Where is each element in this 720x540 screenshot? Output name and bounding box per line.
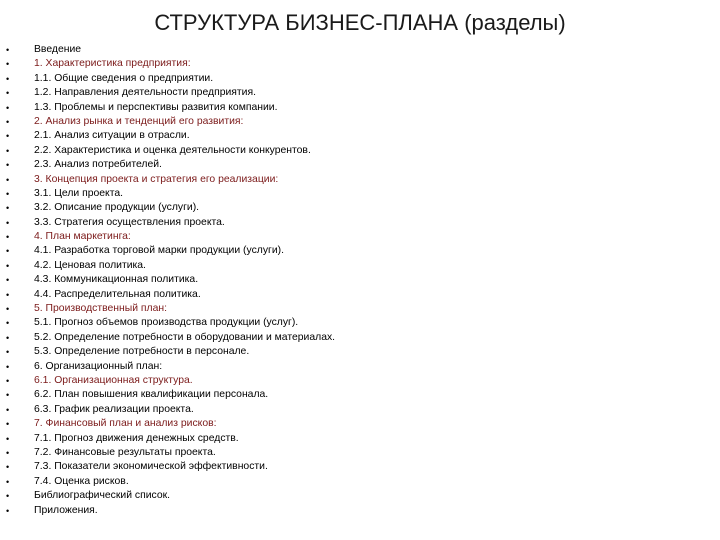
list-item — [0, 144, 720, 158]
list-item-text: 1. Характеристика предприятия: — [34, 58, 191, 70]
list-item — [0, 475, 720, 489]
list-item — [0, 201, 720, 215]
list-item-text: 7.2. Финансовые результаты проекта. — [34, 446, 216, 458]
list-item-text: 7.1. Прогноз движения денежных средств. — [34, 432, 239, 444]
list-item-text: 5.2. Определение потребности в оборудовании и материалах. — [34, 331, 336, 343]
list-item-text: 7. Финансовый план и анализ рисков: — [34, 418, 217, 430]
bullet-icon: • — [6, 45, 10, 55]
bullet-icon: • — [6, 203, 10, 214]
bullet-icon: • — [6, 318, 10, 329]
bullet-icon: • — [6, 361, 10, 372]
list-item — [0, 244, 720, 258]
list-item — [0, 158, 720, 172]
list-item-text: 3.3. Стратегия осуществления проекта. — [34, 216, 225, 228]
list-item-text: 6.1. Организационная структура. — [34, 374, 193, 386]
list-item — [0, 504, 720, 518]
bullet-icon: • — [6, 246, 10, 257]
bullet-icon: • — [6, 419, 10, 430]
slide-title: СТРУКТУРА БИЗНЕС-ПЛАНА (разделы) — [154, 10, 566, 35]
list-item-text: 4.3. Коммуникационная политика. — [34, 274, 199, 286]
bullet-icon: • — [6, 404, 10, 415]
bullet-icon: • — [6, 275, 10, 286]
bullet-icon: • — [6, 232, 10, 243]
list-item-text: Приложения. — [34, 504, 98, 516]
list-item-text: Введение — [34, 44, 82, 55]
section-heading-item — [0, 417, 720, 431]
bullet-icon: • — [6, 462, 10, 473]
list-item-text: 4.1. Разработка торговой марки продукции (услуги). — [34, 245, 284, 257]
list-item-text: 6.3. График реализации проекта. — [34, 403, 194, 415]
list-item — [0, 187, 720, 201]
list-item — [0, 288, 720, 302]
list-item — [0, 360, 720, 374]
list-item-text: 4.2. Ценовая политика. — [34, 259, 146, 271]
bullet-icon: • — [6, 188, 10, 199]
bullet-icon: • — [6, 433, 10, 444]
list-item-text: 3.2. Описание продукции (услуги). — [34, 202, 200, 214]
list-item-text: 7.4. Оценка рисков. — [34, 475, 129, 487]
list-item — [0, 345, 720, 359]
list-item-text: 4.4. Распределительная политика. — [34, 288, 201, 300]
bullet-icon: • — [6, 347, 10, 358]
list-item — [0, 72, 720, 86]
bullet-icon: • — [6, 304, 10, 315]
list-item — [0, 86, 720, 100]
list-item-text: 1.3. Проблемы и перспективы развития компании. — [34, 101, 278, 113]
list-item — [0, 316, 720, 330]
section-heading-item — [0, 173, 720, 187]
bullet-icon: • — [6, 73, 10, 84]
bullet-icon: • — [6, 260, 10, 271]
list-item-text: 1.2. Направления деятельности предприятия. — [34, 87, 256, 99]
list-item — [0, 273, 720, 287]
section-heading-item — [0, 115, 720, 129]
list-item-text: 6.2. План повышения квалификации персонала. — [34, 389, 269, 401]
list-item-text: 3. Концепция проекта и стратегия его реализации: — [34, 173, 279, 185]
bullet-icon: • — [6, 476, 10, 487]
list-item — [0, 432, 720, 446]
bullet-icon: • — [6, 145, 10, 156]
list-item-text: 2.3. Анализ потребителей. — [34, 159, 162, 171]
bullet-icon: • — [6, 505, 10, 516]
section-list — [0, 43, 720, 518]
section-heading-item — [0, 374, 720, 388]
list-item-text: 5. Производственный план: — [34, 303, 168, 315]
list-item-text: 5.3. Определение потребности в персонале. — [34, 346, 250, 358]
list-item — [0, 101, 720, 115]
bullet-icon: • — [6, 375, 10, 386]
bullet-icon: • — [6, 289, 10, 300]
list-item-text: 2. Анализ рынка и тенденций его развития: — [34, 115, 244, 127]
bullet-icon: • — [6, 332, 10, 343]
list-item — [0, 446, 720, 460]
bullet-icon: • — [6, 390, 10, 401]
list-item-text: 4. План маркетинга: — [34, 231, 131, 243]
section-heading-item — [0, 57, 720, 71]
bullet-icon: • — [6, 131, 10, 142]
list-item — [0, 460, 720, 474]
bullet-icon: • — [6, 59, 10, 70]
bullet-icon: • — [6, 116, 10, 127]
list-item-text: 6. Организационный план: — [34, 360, 163, 372]
section-heading-item — [0, 230, 720, 244]
list-item-text: 7.3. Показатели экономической эффективности. — [34, 461, 268, 473]
list-item — [0, 259, 720, 273]
list-item-text: 5.1. Прогноз объемов производства продукции (услуг). — [34, 317, 299, 329]
section-heading-item — [0, 302, 720, 316]
bullet-icon: • — [6, 491, 10, 502]
bullet-icon: • — [6, 160, 10, 171]
list-item-text: 3.1. Цели проекта. — [34, 187, 124, 199]
list-item-text: 2.1. Анализ ситуации в отрасли. — [34, 130, 190, 142]
bullet-icon: • — [6, 447, 10, 458]
list-item-text: 1.1. Общие сведения о предприятии. — [34, 72, 214, 84]
bullet-icon: • — [6, 88, 10, 99]
list-item — [0, 331, 720, 345]
bullet-icon: • — [6, 102, 10, 113]
list-item-text: 2.2. Характеристика и оценка деятельности конкурентов. — [34, 144, 311, 156]
list-item — [0, 129, 720, 143]
list-item — [0, 489, 720, 503]
list-item — [0, 388, 720, 402]
list-item-text: Библиографический список. — [34, 490, 171, 502]
list-item — [0, 43, 720, 57]
bullet-icon: • — [6, 217, 10, 228]
list-item — [0, 216, 720, 230]
list-item — [0, 403, 720, 417]
bullet-icon: • — [6, 174, 10, 185]
